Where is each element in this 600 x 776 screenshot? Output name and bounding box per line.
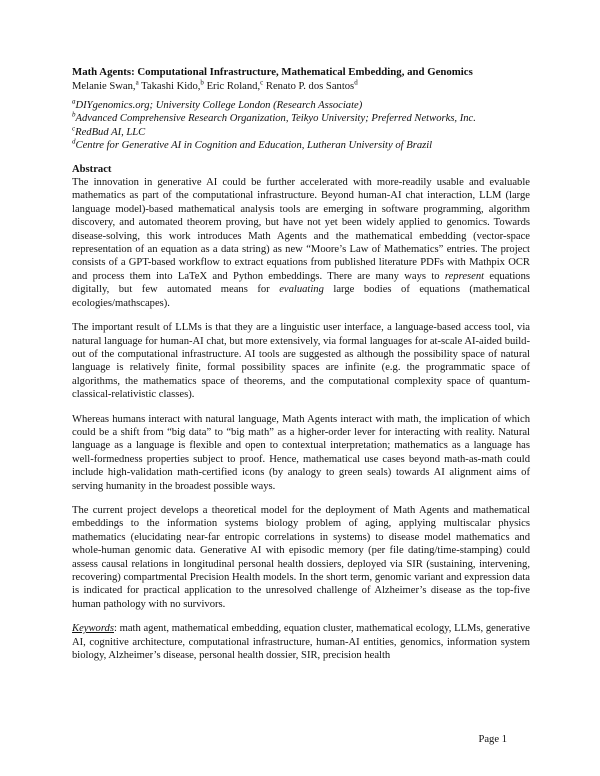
author-name: Renato P. dos Santos <box>265 80 355 92</box>
author-name: Eric Roland, <box>206 80 261 92</box>
keywords-text: : math agent, mathematical embedding, equation cluster, mathematical ecology, LLMs, generative AI, cognitive architecture, computational infrastructure, human-AI entities, genomics, information system biology, Alzheimer’s disease, personal health dossier, SIR, precision health <box>72 623 530 662</box>
author-sup: d <box>354 77 358 86</box>
affiliation <box>72 112 530 125</box>
affiliation-list <box>72 99 530 153</box>
author-sup: b <box>200 77 204 86</box>
affiliation-sup: b <box>72 110 76 119</box>
author-list <box>72 77 530 94</box>
keywords-label: Keywords <box>72 623 114 635</box>
abstract-paragraph: Whereas humans interact with natural language, Math Agents interact with math, the implication of which could be a shift from “big data” to “big math” as a higher-order lever for interacting with reality. Natural language as a language is flexible and open to contextual interpretation; mathematics as a language has well-formedness properties subject to proof. Hence, mathematical use cases beyond math-as-math could include high-validation math-certified icons (by analogy to green seals) towards AI alignment aims of serving humanity in the broadest possible ways. <box>72 413 530 492</box>
emphasis-evaluating: evaluating <box>279 284 324 296</box>
page-content <box>72 66 530 662</box>
affiliation <box>72 139 530 152</box>
affiliation-text: DIYgenomics.org; University College London (Research Associate) <box>75 100 363 111</box>
affiliation-sup: a <box>72 97 76 106</box>
keywords <box>72 622 530 662</box>
affiliation-sup: d <box>72 137 76 146</box>
emphasis-represent: represent <box>444 270 485 282</box>
affiliation <box>72 126 530 139</box>
author-name: Melanie Swan, <box>72 80 136 92</box>
abstract-heading: Abstract <box>72 163 112 175</box>
affiliation-text: Centre for Generative AI in Cognition and Education, Lutheran University of Brazil <box>75 140 433 152</box>
abstract-paragraph: The current project develops a theoretical model for the deployment of Math Agents and mathematical embeddings to the information systems biology problem of aging, applying multiscalar physics mathematics (elucidating near-far entropic correlations in systems) to disease model mathematics and whole-human genomic data. Generative AI with episodic memory (per file dating/time-stamping) could assess causal relations in longitudinal personal health dossiers, deployed via SIR (sustaining, intervening, recovering) compartmental Precision Health models. In the short term, genomic variant and expression data is indicated for practical application to the unresolved challenge of Alzheimer’s disease as the top-five human pathology with no survivors. <box>72 504 530 610</box>
affiliation-text: Advanced Comprehensive Research Organization, Teikyo University; Preferred Networks, Inc. <box>75 113 476 125</box>
author-name: Takashi Kido, <box>141 80 201 92</box>
author-sup: c <box>260 77 264 86</box>
abstract-paragraph: The important result of LLMs is that they are a linguistic user interface, a language-based access tool, via natural language for human-AI chat, but more extensively, via formal languages for at-scale AI-aided build-out of the computational infrastructure. AI tools are suggested as although the possibility space of natural language is relatively finite, formal possibility spaces are infinite (e.g. the programmatic space of algorithms, the mathematics space of theorems, and the computational complexity space of quantum-classical-relativistic classes). <box>72 322 530 401</box>
affiliation <box>72 99 530 112</box>
affiliation-text: RedBud AI, LLC <box>75 126 146 138</box>
paper-title: Math Agents: Computational Infrastructure, Mathematical Embedding, and Genomics <box>72 66 473 78</box>
abstract-paragraph: The innovation in generative AI could be further accelerated with more-readily usable and evaluable mathematics as part of the computational infrastructure. Beyond human-AI chat interaction, LLM (large language model)-based mathematical analysis tools are emerging in software programming, algorithm discovery, and automated theorem proving, but have not yet been widely applied to genomics. Towards disease-solving, this work introduces Math Agents and the mathematical embedding (vector-space representation of an equation as a data string) as new “Moore’s Law of Mathematics” entries. The project consists of a GPT-based workflow to extract equations from published literature PDFs with Mathpix OCR and process them into LaTeX and Python embeddings. There are many ways to represent equations digitally, but few automated means for evaluating large bodies of equations (mathematical ecologies/mathscapes). <box>72 177 531 309</box>
affiliation-sup: c <box>72 124 76 133</box>
author-sup: a <box>135 77 139 86</box>
page-number: Page 1 <box>478 734 507 745</box>
